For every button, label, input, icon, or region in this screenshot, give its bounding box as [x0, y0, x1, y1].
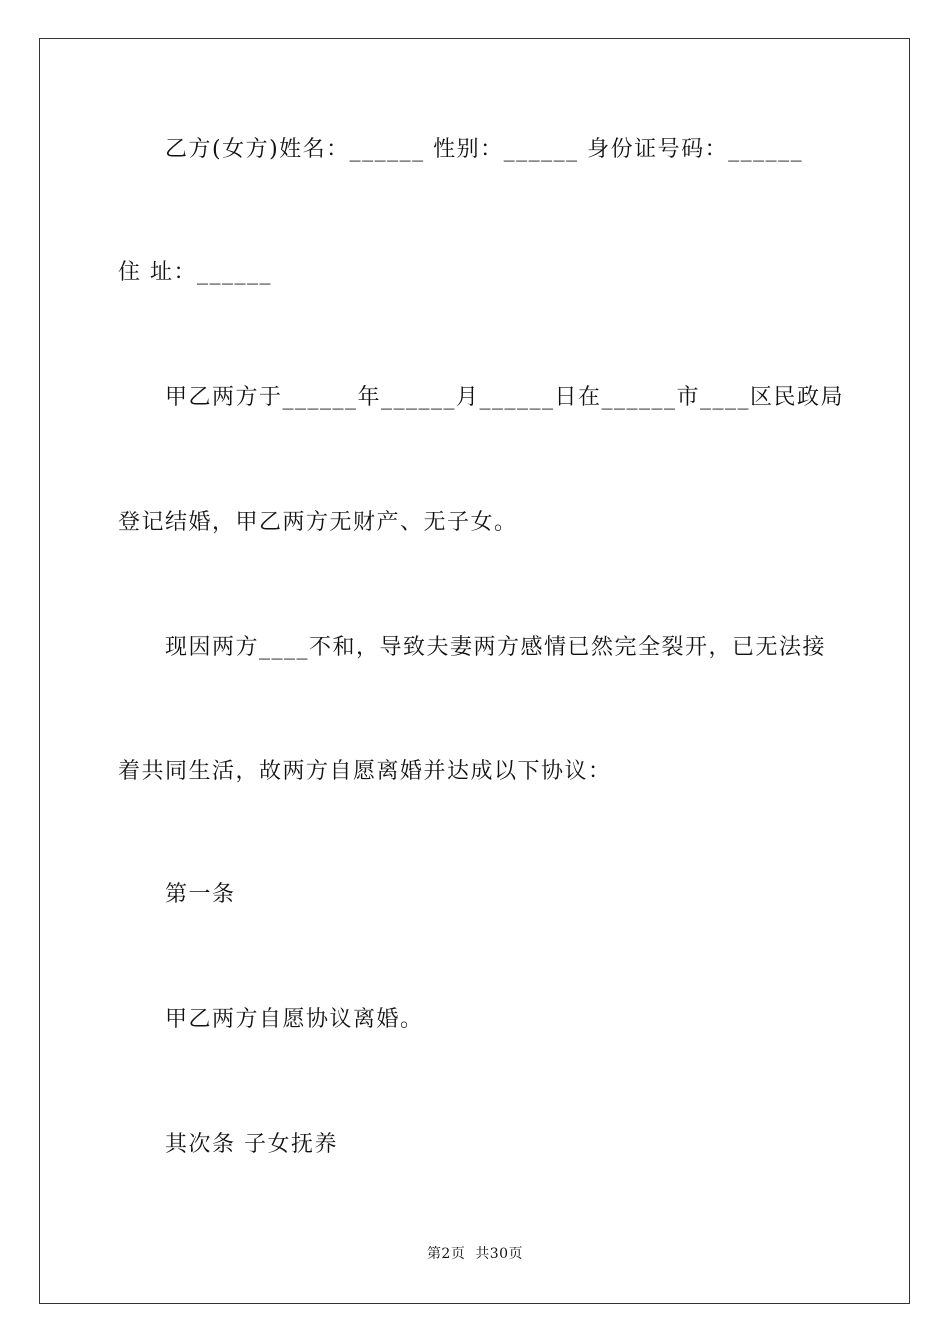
page-frame: [39, 38, 910, 1304]
party-b-info-line: 乙方(女方)姓名：______ 性别：______ 身份证号码：______: [165, 137, 804, 162]
address-line: 住 址：______: [118, 260, 272, 285]
page-number-footer: 第2页 共30页: [426, 1246, 524, 1262]
marriage-registration-line: 甲乙两方于______年______月______日在______市____区民政局: [165, 385, 845, 410]
marriage-registration-continued: 登记结婚，甲乙两方无财产、无子女。: [118, 510, 518, 535]
reason-line: 现因两方____不和，导致夫妻两方感情已然完全裂开，已无法接: [165, 635, 827, 660]
article-one-heading: 第一条: [165, 882, 236, 907]
article-one-text: 甲乙两方自愿协议离婚。: [165, 1007, 424, 1032]
reason-continued: 着共同生活，故两方自愿离婚并达成以下协议：: [118, 759, 612, 784]
article-two-heading: 其次条 子女抚养: [165, 1132, 338, 1157]
